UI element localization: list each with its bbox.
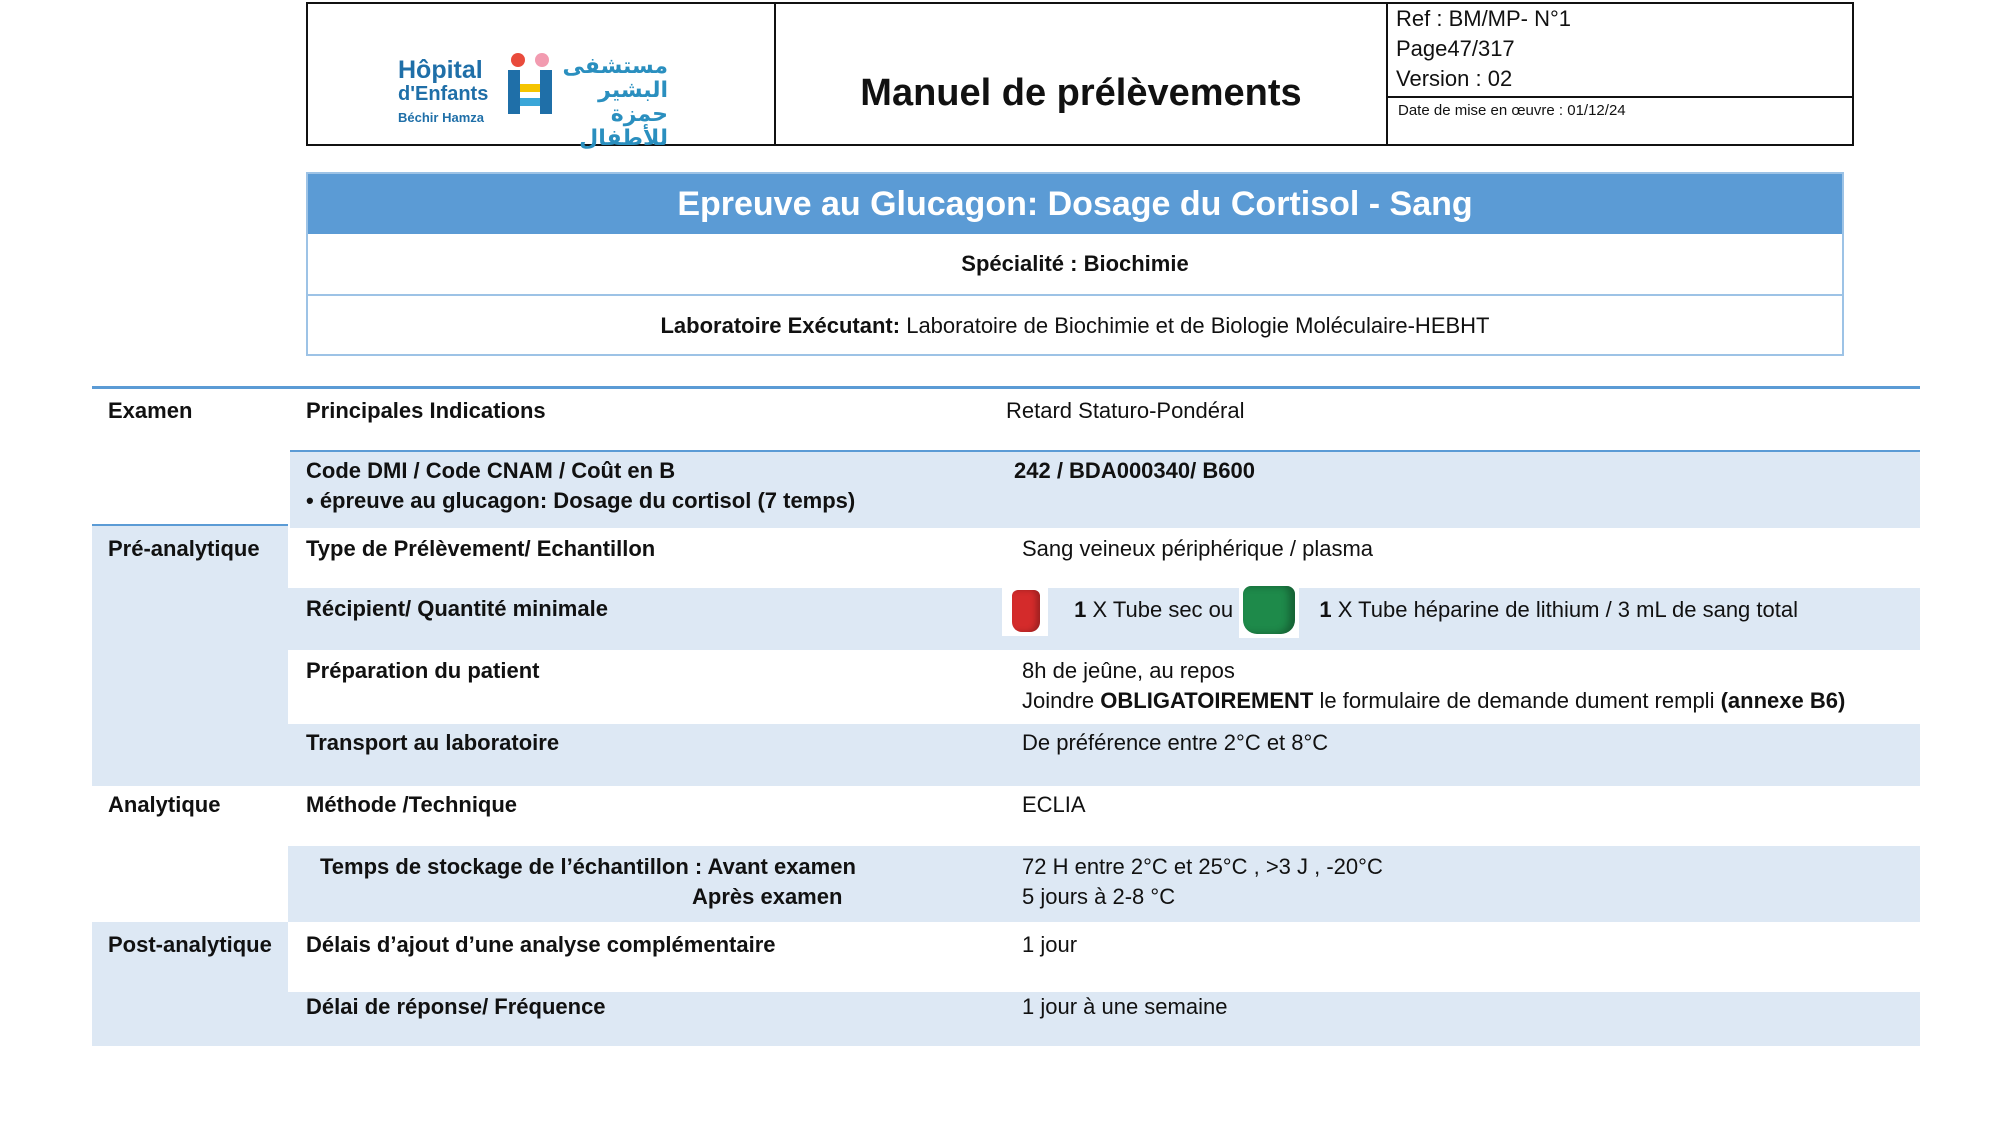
logo-ar-line3: للأطفال <box>579 125 668 150</box>
date-text: Date de mise en œuvre : 01/12/24 <box>1398 102 1626 119</box>
code-label: Code DMI / Code CNAM / Coût en B <box>306 458 676 483</box>
section-divider <box>92 524 288 526</box>
ref-text: Ref : BM/MP- N°1 <box>1396 6 1572 31</box>
section-examen: Examen <box>108 398 193 423</box>
logo-cell <box>308 4 776 150</box>
prep-value1: 8h de jeûne, au repos <box>1022 658 1235 683</box>
code-bullet: • épreuve au glucagon: Dosage du cortisol (7 temps) <box>306 488 856 513</box>
exam-title: Epreuve au Glucagon: Dosage du Cortisol - Sang <box>308 174 1842 234</box>
exam-title-band <box>306 172 1844 356</box>
type-value: Sang veineux périphérique / plasma <box>1022 536 1374 561</box>
reponse-label: Délai de réponse/ Fréquence <box>306 994 606 1019</box>
specialite-text: Spécialité : Biochimie <box>961 251 1189 276</box>
delais-label: Délais d’ajout d’une analyse complémentaire <box>306 932 776 957</box>
labo-label: Laboratoire Exécutant: <box>660 313 901 338</box>
stock-label1: Temps de stockage de l’échantillon : Avant examen <box>320 854 856 879</box>
logo-ar-line1: مستشفى <box>562 53 668 78</box>
recip-text1: X Tube sec ou <box>1086 596 1240 622</box>
section-post-analytique: Post-analytique <box>108 932 272 957</box>
logo-fr-line2: d'Enfants <box>398 83 489 105</box>
logo-h-icon <box>502 52 558 116</box>
document-header <box>306 2 1854 150</box>
meta-cell <box>1388 4 1852 144</box>
transport-value: De préférence entre 2°C et 8°C <box>1022 730 1329 755</box>
red-tube-icon <box>1002 586 1048 636</box>
specialite-row <box>308 234 1842 296</box>
meta-divider <box>1388 96 1852 98</box>
methode-value: ECLIA <box>1022 792 1086 817</box>
logo-french-text <box>398 58 488 130</box>
stock-label2: Après examen <box>692 884 843 909</box>
green-tube-icon <box>1239 584 1299 638</box>
version-text: Version : 02 <box>1396 66 1513 91</box>
recip-value <box>1002 584 1798 638</box>
indications-label: Principales Indications <box>306 398 546 423</box>
stock-value2: 5 jours à 2-8 °C <box>1022 884 1176 909</box>
type-label: Type de Prélèvement/ Echantillon <box>306 536 656 561</box>
section-analytique: Analytique <box>108 792 221 817</box>
recip-label: Récipient/ Quantité minimale <box>306 596 608 621</box>
prep-value2c: le formulaire de demande dument rempli <box>1313 688 1721 713</box>
page-text: Page47/317 <box>1396 36 1515 61</box>
stock-value1: 72 H entre 2°C et 25°C , >3 J , -20°C <box>1022 854 1383 879</box>
labo-value: Laboratoire de Biochimie et de Biologie Moléculaire-HEBHT <box>900 313 1490 338</box>
code-value: 242 / BDA000340/ B600 <box>1014 458 1255 483</box>
prep-value2a: Joindre <box>1022 688 1101 713</box>
logo-arabic-text <box>562 53 668 150</box>
logo-fr-line1: Hôpital <box>398 56 483 84</box>
logo-ar-line2: البشير حمزة <box>598 77 668 126</box>
methode-label: Méthode /Technique <box>306 792 518 817</box>
section-pre-analytique: Pré-analytique <box>108 536 260 561</box>
title-cell <box>776 4 1388 144</box>
document-title: Manuel de prélèvements <box>860 72 1302 114</box>
table-top-border <box>92 386 1920 389</box>
reponse-value: 1 jour à une semaine <box>1022 994 1228 1019</box>
recip-qty2: 1 <box>1319 596 1332 622</box>
meta-block <box>1396 4 1571 94</box>
hospital-logo <box>398 32 668 150</box>
recip-text2: X Tube héparine de lithium / 3 mL de sang total <box>1331 596 1798 622</box>
recip-qty1: 1 <box>1074 596 1087 622</box>
indications-value: Retard Staturo-Pondéral <box>1006 398 1245 423</box>
logo-fr-line3: Béchir Hamza <box>398 110 484 125</box>
section-shade-pre <box>92 524 288 786</box>
prep-label: Préparation du patient <box>306 658 540 683</box>
prep-value2b: OBLIGATOIREMENT <box>1100 688 1314 713</box>
prep-value2d: (annexe B6) <box>1720 688 1846 713</box>
delais-value: 1 jour <box>1022 932 1078 957</box>
transport-label: Transport au laboratoire <box>306 730 560 755</box>
labo-row <box>308 296 1842 356</box>
prep-value2 <box>1022 688 1845 714</box>
